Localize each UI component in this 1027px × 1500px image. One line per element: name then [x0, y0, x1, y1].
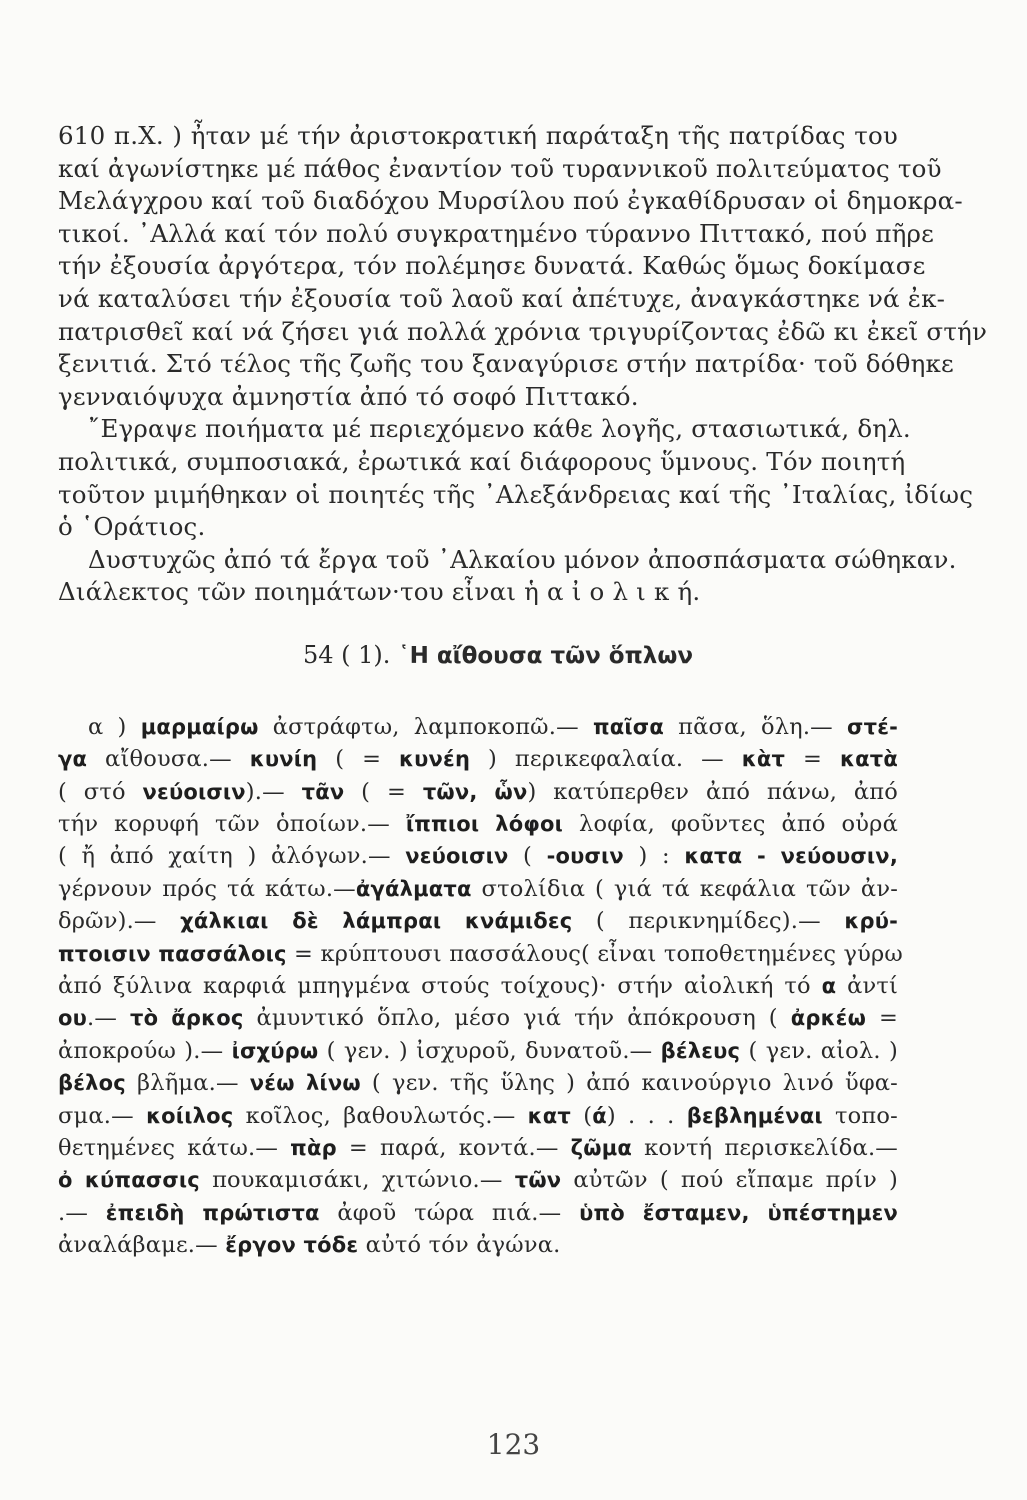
gloss-line	[58, 1100, 898, 1132]
gloss-term: ἐπειδὴ πρώτιστα	[105, 1200, 320, 1225]
gloss-term: α	[821, 974, 837, 999]
gloss-text: ( στό	[58, 778, 143, 805]
gloss-line	[58, 873, 898, 905]
gloss-text: πᾶσα, ὅλη.—	[663, 713, 848, 740]
gloss-text: βλῆμα.—	[125, 1070, 250, 1097]
text-line: γενναιόψυχα ἀμνηστία ἀπό τό σοφό Πιττακό.	[58, 381, 639, 411]
gloss-line	[58, 1002, 898, 1034]
gloss-text: ἀμυντικό ὅπλο, μέσο γιά τήν ἀπόκρουση (	[243, 1005, 791, 1032]
gloss-text: κοντή περισκελίδα.—	[632, 1134, 898, 1161]
gloss-term: κατὰ	[840, 747, 898, 772]
text-line: ξενιτιά. Στό τέλος τῆς ζωῆς του ξαναγύρισε στήν πατρίδα· τοῦ δόθηκε	[58, 349, 954, 379]
gloss-text: (	[570, 1102, 593, 1129]
text-line: πατρισθεῖ καί νά ζήσει γιά πολλά χρόνια τριγυρίζοντας ἐδῶ κι ἐκεῖ στήν	[58, 316, 988, 346]
gloss-line	[58, 970, 898, 1002]
gloss-term: κρύ-	[844, 909, 898, 934]
gloss-term: μαρμαίρω	[140, 714, 259, 739]
text-line: τήν ἐξουσία ἀργότερα, τόν πολέμησε δυνατά. Καθώς ὅμως δοκίμασε	[58, 251, 926, 281]
gloss-term: -ουσιν	[546, 844, 624, 869]
gloss-term: κὰτ	[741, 747, 786, 772]
gloss-text: ( =	[317, 746, 400, 773]
gloss-line	[58, 1132, 898, 1164]
gloss-line	[58, 1229, 898, 1261]
gloss-term: τῶν	[514, 1168, 562, 1193]
gloss-text: = παρά, κοντά.—	[336, 1134, 571, 1161]
gloss-text: ( γεν. ) ἰσχυροῦ, δυνατοῦ.—	[318, 1037, 661, 1064]
gloss-line	[58, 711, 898, 743]
gloss-text: ἀποκρούω ).—	[58, 1037, 232, 1064]
gloss-term: ἀρκέω	[790, 1006, 867, 1031]
gloss-term: τῶν, ὧν	[422, 779, 528, 804]
gloss-term: κυνίη	[249, 747, 318, 772]
gloss-text: τήν κορυφή τῶν ὁποίων.—	[58, 811, 406, 838]
section-heading	[58, 635, 898, 675]
gloss-text: αὐτῶν ( πού εἴπαμε πρίν )	[561, 1167, 899, 1194]
gloss-line	[58, 1164, 898, 1196]
gloss-text: τοπο-	[822, 1102, 898, 1129]
gloss-term: ἔργον τόδε	[225, 1233, 359, 1258]
gloss-text: πουκαμισάκι, χιτώνιο.—	[199, 1167, 515, 1194]
gloss-text: αἴθουσα.—	[87, 746, 250, 773]
gloss-line	[58, 776, 898, 808]
gloss-term: ἴππιοι λόφοι	[405, 812, 564, 837]
gloss-term: κυνέη	[399, 747, 471, 772]
gloss-term: ἰσχύρω	[231, 1038, 319, 1063]
gloss-term: πτοισιν πασσάλοις	[58, 941, 287, 966]
gloss-text: (	[508, 843, 547, 870]
gloss-term: βέλος	[58, 1071, 126, 1096]
gloss-line	[58, 938, 903, 970]
text-line: καί ἀγωνίστηκε μέ πάθος ἐναντίον τοῦ τυραννικοῦ πολιτεύματος τοῦ	[58, 153, 942, 183]
main-text	[58, 120, 988, 609]
gloss-text: ) . . .	[606, 1102, 687, 1129]
gloss-line	[58, 1197, 898, 1229]
gloss-term: γα	[58, 747, 88, 772]
gloss-term: κατα - νεύουσιν,	[684, 844, 898, 869]
gloss-line	[58, 1067, 898, 1099]
gloss-text: ( ἤ ἀπό χαίτη ) ἀλόγων.—	[58, 843, 406, 870]
gloss-line	[58, 743, 898, 775]
text-line: 610 π.Χ. ) ἦταν μέ τήν ἀριστοκρατική παράταξη τῆς πατρίδας του	[58, 121, 898, 150]
page-body	[58, 120, 988, 1262]
gloss-text: ) κατύπερθεν ἀπό πάνω, ἀπό	[527, 778, 899, 805]
gloss-text: ἀπό ξύλινα καρφιά μπηγμένα στούς τοίχους)· στήν αἰολική τό	[58, 973, 822, 1000]
gloss-term: κατ	[527, 1103, 571, 1128]
section-title: ῾Η αἴθουσα τῶν ὅπλων	[398, 642, 693, 669]
gloss-text: στολίδια ( γιά τά κεφάλια τῶν ἀν-	[471, 875, 898, 902]
gloss-text: .—	[58, 1199, 106, 1226]
gloss-term: πὰρ	[290, 1135, 337, 1160]
text-line: ῎Εγραψε ποιήματα μέ περιεχόμενο κάθε λογῆς, στασιωτικά, δηλ.	[88, 414, 911, 444]
gloss-term: ὀ κύπασσις	[58, 1168, 200, 1193]
text-line: πολιτικά, συμποσιακά, ἐρωτικά καί διάφορους ὕμνους. Τόν ποιητή	[58, 446, 906, 476]
gloss-text: ( περικνημίδες).—	[572, 908, 845, 935]
page-number: 123	[486, 1428, 541, 1461]
text-line: ὁ ῾Οράτιος.	[58, 512, 206, 542]
gloss-text: ἀφοῦ τώρα πιά.—	[319, 1199, 580, 1226]
gloss-term: χάλκιαι δὲ λάμπραι κνάμιδες	[180, 909, 573, 934]
gloss-text: .—	[87, 1005, 130, 1032]
gloss-text: ( γεν. τῆς ὕλης ) ἀπό καινούργιο λινό ὕφα-	[360, 1070, 898, 1097]
gloss-term: νεύοισιν	[142, 779, 246, 804]
text-line: τοῦτον μιμήθηκαν οἱ ποιητές τῆς ᾿Αλεξάνδρειας καί τῆς ᾿Ιταλίας, ἰδίως	[58, 479, 974, 509]
gloss-text: θετημένες κάτω.—	[58, 1134, 291, 1161]
gloss-text: γέρνουν πρός τά κάτω.—	[58, 875, 356, 902]
gloss-line	[58, 1035, 898, 1067]
gloss-term: ζῶμα	[570, 1135, 633, 1160]
gloss-line	[58, 905, 898, 937]
gloss-line	[58, 840, 898, 872]
gloss-text: ( =	[344, 778, 423, 805]
gloss-text: σμα.—	[58, 1102, 147, 1129]
gloss-term: ἀγάλματα	[355, 876, 472, 901]
gloss-term: παῖσα	[592, 714, 664, 739]
gloss-text: ( γεν. αἰολ. )	[740, 1037, 898, 1064]
gloss-term: ὑπὸ ἔσταμεν, ὑπέστημεν	[579, 1200, 898, 1225]
gloss-term: τὸ ἄρκος	[129, 1006, 244, 1031]
gloss-text: =	[866, 1005, 898, 1032]
gloss-term: βέλευς	[660, 1038, 741, 1063]
text-line: Μελάγχρου καί τοῦ διαδόχου Μυρσίλου πού ἐγκαθίδρυσαν οἱ δημοκρα-	[58, 186, 963, 216]
gloss-text: δρῶν).—	[58, 908, 181, 935]
text-line: τικοί. ᾿Αλλά καί τόν πολύ συγκρατημένο τύραννο Πιττακό, πού πῆρε	[58, 218, 935, 248]
gloss-line	[58, 808, 898, 840]
gloss-text: κοῖλος, βαθουλωτός.—	[233, 1102, 528, 1129]
gloss-text: = κρύπτουσι πασσάλους( εἶναι τοποθετημένες γύρω	[286, 940, 903, 967]
gloss-term: κοίιλος	[146, 1103, 234, 1128]
gloss-term: νέω λίνω	[249, 1071, 361, 1096]
gloss-text: =	[785, 746, 841, 773]
gloss-term: ά	[592, 1103, 607, 1128]
gloss-text: α )	[88, 713, 141, 740]
gloss-text: ἀστράφτω, λαμποκοπῶ.—	[258, 713, 593, 740]
gloss-term: τᾶν	[301, 779, 345, 804]
gloss-text: ) περικεφαλαία. —	[470, 746, 742, 773]
gloss-text: ) :	[623, 843, 685, 870]
gloss-term: νεύοισιν	[405, 844, 509, 869]
text-line: νά καταλύσει τήν ἐξουσία τοῦ λαοῦ καί ἀπέτυχε, ἀναγκάστηκε νά ἐκ-	[58, 283, 946, 313]
text-line: Διάλεκτος τῶν ποιημάτων·του εἶναι ἡ α ἰ ο λ ι κ ή.	[58, 577, 701, 607]
gloss-text: λοφία, φοῦντες ἀπό οὐρά	[563, 811, 898, 838]
gloss-term: στέ-	[847, 714, 899, 739]
glossary	[58, 711, 903, 1262]
text-line: Δυστυχῶς ἀπό τά ἔργα τοῦ ᾿Αλκαίου μόνον ἀποσπάσματα σώθηκαν.	[88, 544, 957, 574]
gloss-text: ).—	[245, 778, 302, 805]
section-number: 54 ( 1).	[303, 640, 391, 669]
gloss-text: αὐτό τόν ἀγώνα.	[358, 1232, 561, 1259]
gloss-term: ου	[58, 1006, 88, 1031]
gloss-term: βεβλημέναι	[686, 1103, 823, 1128]
gloss-text: ἀντί	[836, 973, 899, 1000]
gloss-text: ἀναλάβαμε.—	[58, 1232, 226, 1259]
